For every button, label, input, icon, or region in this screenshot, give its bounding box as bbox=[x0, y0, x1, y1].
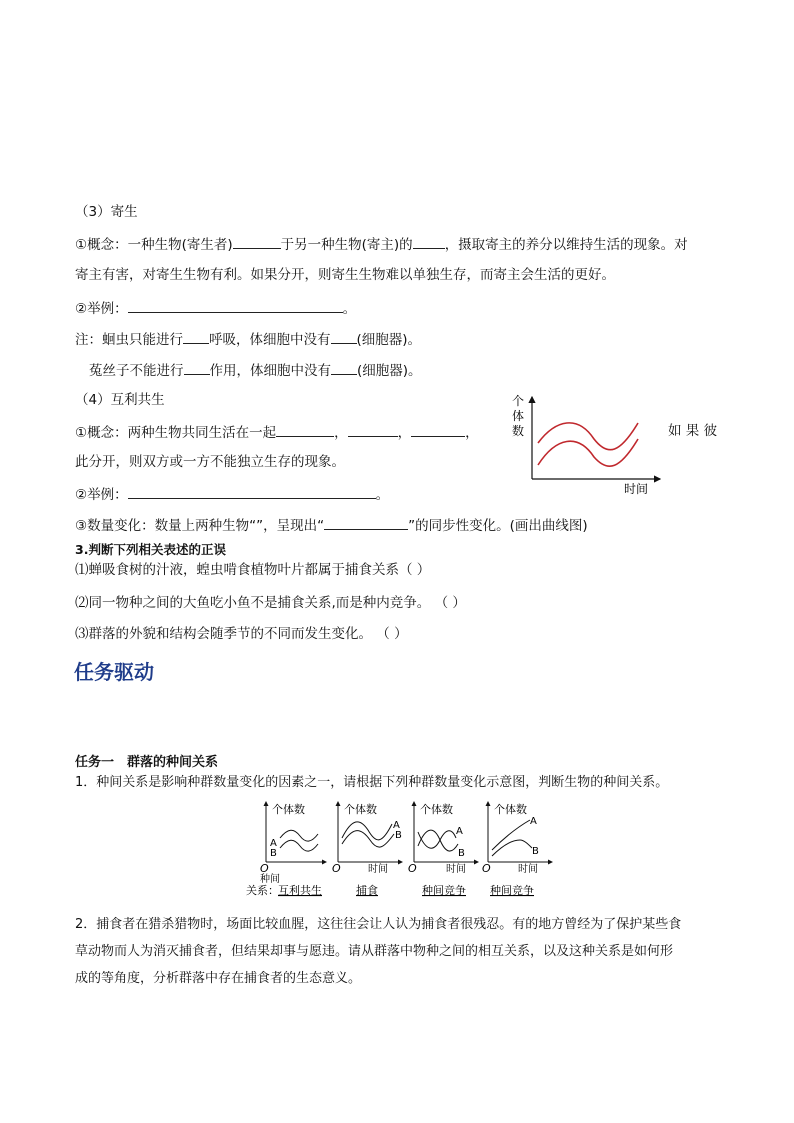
blank-synchronous[interactable] bbox=[324, 514, 408, 530]
panel1-label-a: A bbox=[270, 838, 277, 849]
panel1-relation: 互利共生 bbox=[278, 884, 322, 897]
panel2-curve-a bbox=[342, 822, 392, 840]
example-end: 。 bbox=[342, 301, 357, 317]
blank-host-part[interactable] bbox=[413, 233, 445, 249]
panel4-origin: O bbox=[482, 862, 491, 875]
panel2-origin: O bbox=[332, 862, 341, 875]
note2-text-c: (细胞器)。 bbox=[357, 363, 422, 379]
panel-predation bbox=[332, 802, 402, 875]
blank-mutualism-1[interactable] bbox=[276, 421, 334, 437]
panel3-label-a: A bbox=[456, 826, 463, 837]
note2-text-b: 作用，体细胞中没有 bbox=[209, 363, 331, 379]
blank-dodder-process[interactable] bbox=[184, 359, 210, 375]
section4-title: （4）互利共生 bbox=[75, 392, 165, 408]
mutualism-concept-a: ①概念：两种生物共同生活在一起 bbox=[75, 425, 277, 441]
note1-text-c: (细胞器)。 bbox=[356, 332, 422, 348]
section-heading: 任务驱动 bbox=[74, 660, 154, 684]
mutualism-concept-line2: 此分开，则双方或一方不能独立生存的现象。 bbox=[75, 454, 345, 470]
blank-parasitism-example[interactable] bbox=[128, 297, 343, 313]
example-label: ②举例： bbox=[75, 301, 128, 317]
mutualism-curve-graph bbox=[504, 393, 664, 497]
blank-roundworm-respiration[interactable] bbox=[183, 328, 209, 344]
parasitism-concept-line1 bbox=[75, 233, 688, 255]
panel3-curve-a bbox=[418, 831, 456, 848]
panel3-relation: 种间竞争 bbox=[422, 884, 466, 897]
task1-question2-line2: 草动物而人为消灭捕食者，但结果却事与愿违。请从群落中物种之间的相互关系，以及这种关系是如何形 bbox=[75, 944, 674, 959]
blank-mutualism-3[interactable] bbox=[411, 421, 465, 437]
mutualism-example-end: 。 bbox=[375, 487, 390, 503]
species-relationship-figure bbox=[240, 798, 560, 906]
mutualism-quantity bbox=[75, 514, 588, 536]
concept-text-b: 于另一种生物(寄主)的 bbox=[280, 237, 413, 253]
relation-label-1: 种间 bbox=[260, 874, 280, 885]
panel2-label-b: B bbox=[395, 830, 402, 841]
panel2-relation: 捕食 bbox=[356, 884, 378, 897]
mutualism-example bbox=[75, 483, 389, 505]
blank-parasite-location[interactable] bbox=[233, 233, 281, 249]
panel1-label-b: B bbox=[270, 848, 277, 859]
comma-1: ， bbox=[334, 425, 348, 441]
note2-text-a: 菟丝子不能进行 bbox=[89, 363, 184, 379]
panel4-label-a: A bbox=[530, 816, 537, 827]
parasitism-concept-line2: 寄主有害，对寄生生物有利。如果分开，则寄生生物难以单独生存，而寄主会生活的更好。 bbox=[75, 267, 615, 283]
panel2-ylabel: 个体数 bbox=[344, 803, 377, 816]
comma-3: ， bbox=[465, 425, 479, 441]
y-label-3: 数 bbox=[512, 424, 525, 438]
blank-dodder-organelle[interactable] bbox=[331, 359, 357, 375]
note-roundworm bbox=[75, 328, 421, 350]
panel4-xlabel: 时间 bbox=[518, 864, 538, 875]
panel3-label-b: B bbox=[458, 848, 465, 859]
panel4-label-b: B bbox=[532, 846, 539, 857]
panel2-label-a: A bbox=[393, 820, 400, 831]
relation-label-2: 关系： bbox=[246, 884, 279, 897]
concept-text-c: ，摄取寄主的养分以维持生活的现象。对 bbox=[444, 237, 688, 253]
quantity-text-b: ”的同步性变化。(画出曲线图) bbox=[408, 518, 588, 534]
panel1-curve-a bbox=[280, 830, 318, 841]
note1-text-b: 呼吸，体细胞中没有 bbox=[209, 332, 331, 348]
blank-roundworm-organelle[interactable] bbox=[331, 328, 357, 344]
panel4-curve-b bbox=[492, 840, 532, 856]
judge-item-1: ⑴蝉吸食树的汁液，蝗虫啃食植物叶片都属于捕食关系（ ） bbox=[75, 562, 431, 578]
quantity-text-a: ③数量变化：数量上两种生物“”，呈现出“ bbox=[75, 518, 325, 534]
task1-question2-line3: 成的等角度，分析群落中存在捕食者的生态意义。 bbox=[75, 971, 362, 986]
panel1-curve-b bbox=[280, 840, 318, 851]
parasitism-example bbox=[75, 297, 356, 319]
section3-title: （3）寄生 bbox=[75, 204, 138, 220]
task1-question2-line1: 2．捕食者在猎杀猎物时，场面比较血腥，这往往会让人认为捕食者很残忍。有的地方曾经为了保护某些食 bbox=[75, 917, 682, 932]
panel4-ylabel: 个体数 bbox=[494, 803, 527, 816]
comma-2: ， bbox=[397, 425, 412, 441]
judge-item-3: ⑶群落的外貌和结构会随季节的不同而发生变化。 （ ） bbox=[75, 626, 408, 642]
task1-question1: 1．种间关系是影响种群数量变化的因素之一，请根据下列种群数量变化示意图，判断生物的种间关系。 bbox=[75, 775, 669, 790]
task1-title: 任务一 群落的种间关系 bbox=[75, 755, 219, 770]
judge-item-2: ⑵同一物种之间的大鱼吃小鱼不是捕食关系,而是种内竞争。 （ ） bbox=[75, 595, 466, 611]
panel-competition-2 bbox=[482, 802, 552, 875]
curve-upper bbox=[538, 423, 638, 450]
panel-competition-1 bbox=[408, 802, 478, 875]
panel2-xlabel: 时间 bbox=[368, 864, 388, 875]
y-label-2: 体 bbox=[512, 409, 525, 423]
panel3-curve-b bbox=[418, 830, 458, 851]
panel3-ylabel: 个体数 bbox=[420, 803, 453, 816]
mutualism-concept-tail: 如 果 彼 bbox=[668, 423, 718, 439]
blank-mutualism-2[interactable] bbox=[348, 421, 398, 437]
mutualism-concept-line1 bbox=[75, 421, 479, 443]
panel4-curve-a bbox=[492, 820, 530, 850]
concept-text-a: ①概念：一种生物(寄生者) bbox=[75, 237, 233, 253]
panel3-xlabel: 时间 bbox=[446, 864, 466, 875]
panel3-origin: O bbox=[408, 862, 417, 875]
x-label: 时间 bbox=[624, 482, 649, 496]
y-label-1: 个 bbox=[512, 394, 525, 408]
judge-title: 3.判断下列相关表述的正误 bbox=[75, 542, 226, 557]
panel4-relation: 种间竞争 bbox=[490, 884, 534, 897]
panel-mutualism bbox=[260, 802, 326, 885]
panel1-ylabel: 个体数 bbox=[272, 803, 305, 816]
note-dodder bbox=[89, 359, 422, 381]
blank-mutualism-example[interactable] bbox=[128, 483, 376, 499]
note1-text-a: 注：蛔虫只能进行 bbox=[75, 332, 183, 348]
mutualism-example-label: ②举例： bbox=[75, 487, 128, 503]
panel1-origin: O bbox=[260, 862, 269, 875]
